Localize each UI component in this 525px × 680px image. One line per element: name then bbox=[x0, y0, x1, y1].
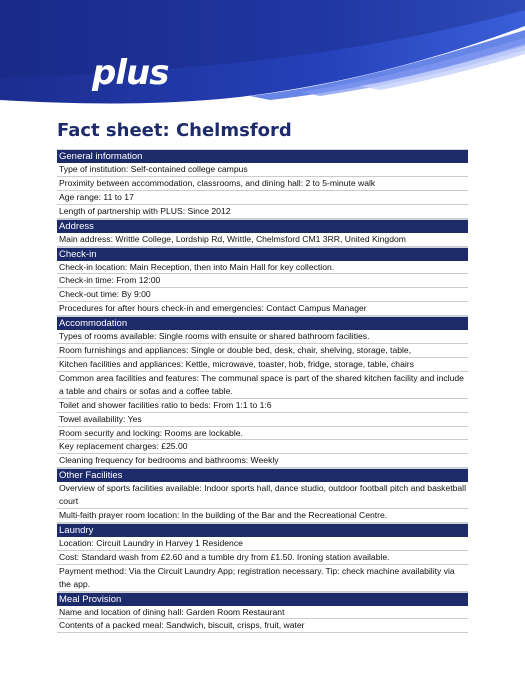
info-row: Type of institution: Self-contained college campus bbox=[57, 163, 468, 177]
info-row: Kitchen facilities and appliances: Kettle, microwave, toaster, hob, fridge, storage, table, chairs bbox=[57, 358, 468, 372]
info-row: Room furnishings and appliances: Single or double bed, desk, chair, shelving, storage, table, bbox=[57, 344, 468, 358]
info-row: Common area facilities and features: The communal space is part of the shared kitchen facility and include a table and chairs or sofas and a coffee table. bbox=[57, 372, 468, 399]
info-row: Towel availability: Yes bbox=[57, 413, 468, 427]
section-heading: Other Facilities bbox=[57, 468, 468, 482]
info-row: Main address: Writtle College, Lordship Rd, Writtle, Chelmsford CM1 3RR, United Kingdom bbox=[57, 233, 468, 247]
info-row: Overview of sports facilities available: Indoor sports hall, dance studio, outdoor football pitch and basketball court bbox=[57, 482, 468, 509]
section-heading: Check-in bbox=[57, 247, 468, 261]
info-row: Proximity between accommodation, classrooms, and dining hall: 2 to 5-minute walk bbox=[57, 177, 468, 191]
info-row: Key replacement charges: £25.00 bbox=[57, 440, 468, 454]
page-title: Fact sheet: Chelmsford bbox=[57, 120, 292, 141]
section-heading: Laundry bbox=[57, 523, 468, 537]
info-row: Age range: 11 to 17 bbox=[57, 191, 468, 205]
section-heading: Address bbox=[57, 219, 468, 233]
info-row: Procedures for after hours check-in and emergencies: Contact Campus Manager bbox=[57, 302, 468, 316]
info-row: Check-in time: From 12:00 bbox=[57, 274, 468, 288]
section-heading: Accommodation bbox=[57, 316, 468, 330]
info-row: Room security and locking: Rooms are lockable. bbox=[57, 427, 468, 441]
section-heading: Meal Provision bbox=[57, 592, 468, 606]
plus-logo: plus bbox=[92, 53, 169, 93]
fact-sheet-table bbox=[57, 149, 468, 633]
info-row: Length of partnership with PLUS: Since 2012 bbox=[57, 205, 468, 219]
info-row: Payment method: Via the Circuit Laundry App; registration necessary. Tip: check machine availability via the app. bbox=[57, 565, 468, 592]
info-row: Name and location of dining hall: Garden Room Restaurant bbox=[57, 606, 468, 620]
info-row: Check-in location: Main Reception, then into Main Hall for key collection. bbox=[57, 261, 468, 275]
header-banner bbox=[0, 0, 525, 110]
info-row: Cost: Standard wash from £2.60 and a tumble dry from £1.50. Ironing station available. bbox=[57, 551, 468, 565]
banner-wave-graphic bbox=[0, 0, 525, 110]
section-heading: General information bbox=[57, 149, 468, 163]
info-row: Contents of a packed meal: Sandwich, biscuit, crisps, fruit, water bbox=[57, 619, 468, 633]
info-row: Types of rooms available: Single rooms with ensuite or shared bathroom facilities. bbox=[57, 330, 468, 344]
info-row: Multi-faith prayer room location: In the building of the Bar and the Recreational Centre. bbox=[57, 509, 468, 523]
info-row: Toilet and shower facilities ratio to beds: From 1:1 to 1:6 bbox=[57, 399, 468, 413]
info-row: Check-out time: By 9:00 bbox=[57, 288, 468, 302]
info-row: Location: Circuit Laundry in Harvey 1 Residence bbox=[57, 537, 468, 551]
info-row: Cleaning frequency for bedrooms and bathrooms: Weekly bbox=[57, 454, 468, 468]
